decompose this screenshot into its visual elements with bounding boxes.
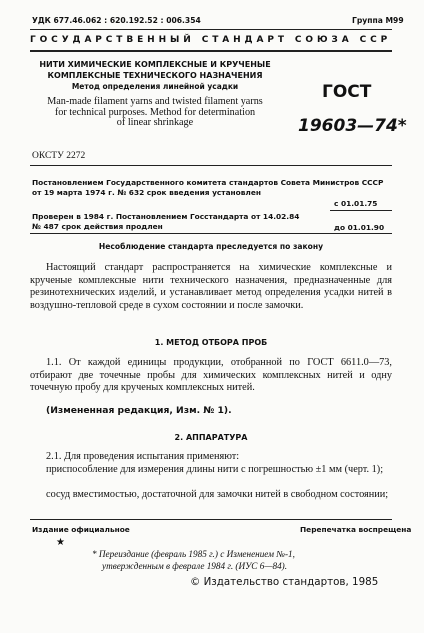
section1-note: (Измененная редакция, Изм. № 1). [46, 405, 232, 416]
decree-block-1 [32, 178, 383, 198]
section2-paragraph2: приспособление для измерения длины нити с погрешностью ±1 мм (черт. 1); [46, 464, 384, 475]
decree-block-2 [32, 212, 299, 232]
date1-underline [330, 210, 392, 211]
gost-number: 19603—74* [298, 116, 407, 136]
section2-heading: 2. АППАРАТУРА [174, 433, 248, 442]
decree-rule-bottom [30, 233, 392, 234]
star-mark: ★ [56, 537, 65, 548]
reprint-prohibited: Перепечатка воспрещена [300, 525, 412, 534]
decree-line3: Проверен в 1984 г. Постановлением Госстандарта от 14.02.84 [32, 212, 300, 221]
title-ru-line2: КОМПЛЕКСНЫЕ ТЕХНИЧЕСКОГО НАЗНАЧЕНИЯ [47, 71, 263, 80]
group-code: Группа М99 [352, 16, 404, 25]
udk-code: УДК 677.46.062 : 620.192.52 : 006.354 [32, 16, 201, 25]
title-method: Метод определения линейной усадки [71, 82, 239, 91]
section2-paragraph1: 2.1. Для проведения испытания применяют: [46, 451, 240, 462]
decree-line1: Постановлением Государственного комитета стандартов Совета Министров СССР [32, 178, 384, 187]
gost-label: ГОСТ [322, 82, 372, 102]
footer-rule [30, 519, 392, 520]
decree-line4: № 487 срок действия продлен [32, 222, 163, 231]
header-rule-top [30, 29, 392, 30]
reissue-line2: утвержденным в феврале 1984 г. (ИУС 6—84). [102, 560, 288, 571]
copyright: © Издательство стандартов, 1985 [190, 576, 379, 588]
reissue-line1: * Переиздание (февраль 1985 г.) с Изменением №-1, [92, 549, 295, 559]
section2-paragraph3: сосуд вместимостью, достаточной для замочки нитей в свободном состоянии; [46, 489, 389, 500]
title-en-line1: Man-made filament yarns and twisted filament yarns [47, 96, 263, 107]
okstu-code: ОКСТУ 2272 [32, 151, 86, 161]
title-en-line2: for technical purposes. Method for determination [54, 106, 256, 118]
decree-date2: до 01.01.90 [334, 223, 385, 232]
section1-paragraph: 1.1. От каждой единицы продукции, отобранной по ГОСТ 6611.0—73, отбирают две точечные пробы для химических комплексных нитей и одну точечную пробу для крученых комплексных нитей. [30, 357, 392, 394]
intro-paragraph: Настоящий стандарт распространяется на химические комплексные и крученые комплексные нити технического назначения, предназначенные для резинотехнических изделий, и устанавливает метод определения усадки нитей в воздушно-тепловой среде в сухом состоянии и после замочки. [30, 262, 392, 311]
legal-warning: Несоблюдение стандарта преследуется по закону [98, 242, 324, 251]
decree-line2: от 19 марта 1974 г. № 632 срок введения установлен [32, 188, 261, 197]
title-ru [30, 59, 280, 92]
title-ru-line1: НИТИ ХИМИЧЕСКИЕ КОМПЛЕКСНЫЕ И КРУЧЕНЫЕ [39, 60, 271, 69]
reissue-note [92, 549, 295, 572]
standard-banner: ГОСУДАРСТВЕННЫЙ СТАНДАРТ СОЮЗА ССР [30, 35, 392, 45]
decree-date1: с 01.01.75 [334, 199, 378, 208]
section1-heading: 1. МЕТОД ОТБОРА ПРОБ [154, 338, 268, 347]
decree-rule-top [30, 165, 392, 166]
official-edition: Издание официальное [32, 525, 130, 534]
title-en-line3: of linear shrinkage [116, 117, 194, 129]
title-en [30, 97, 280, 129]
header-rule-bottom [30, 50, 392, 52]
